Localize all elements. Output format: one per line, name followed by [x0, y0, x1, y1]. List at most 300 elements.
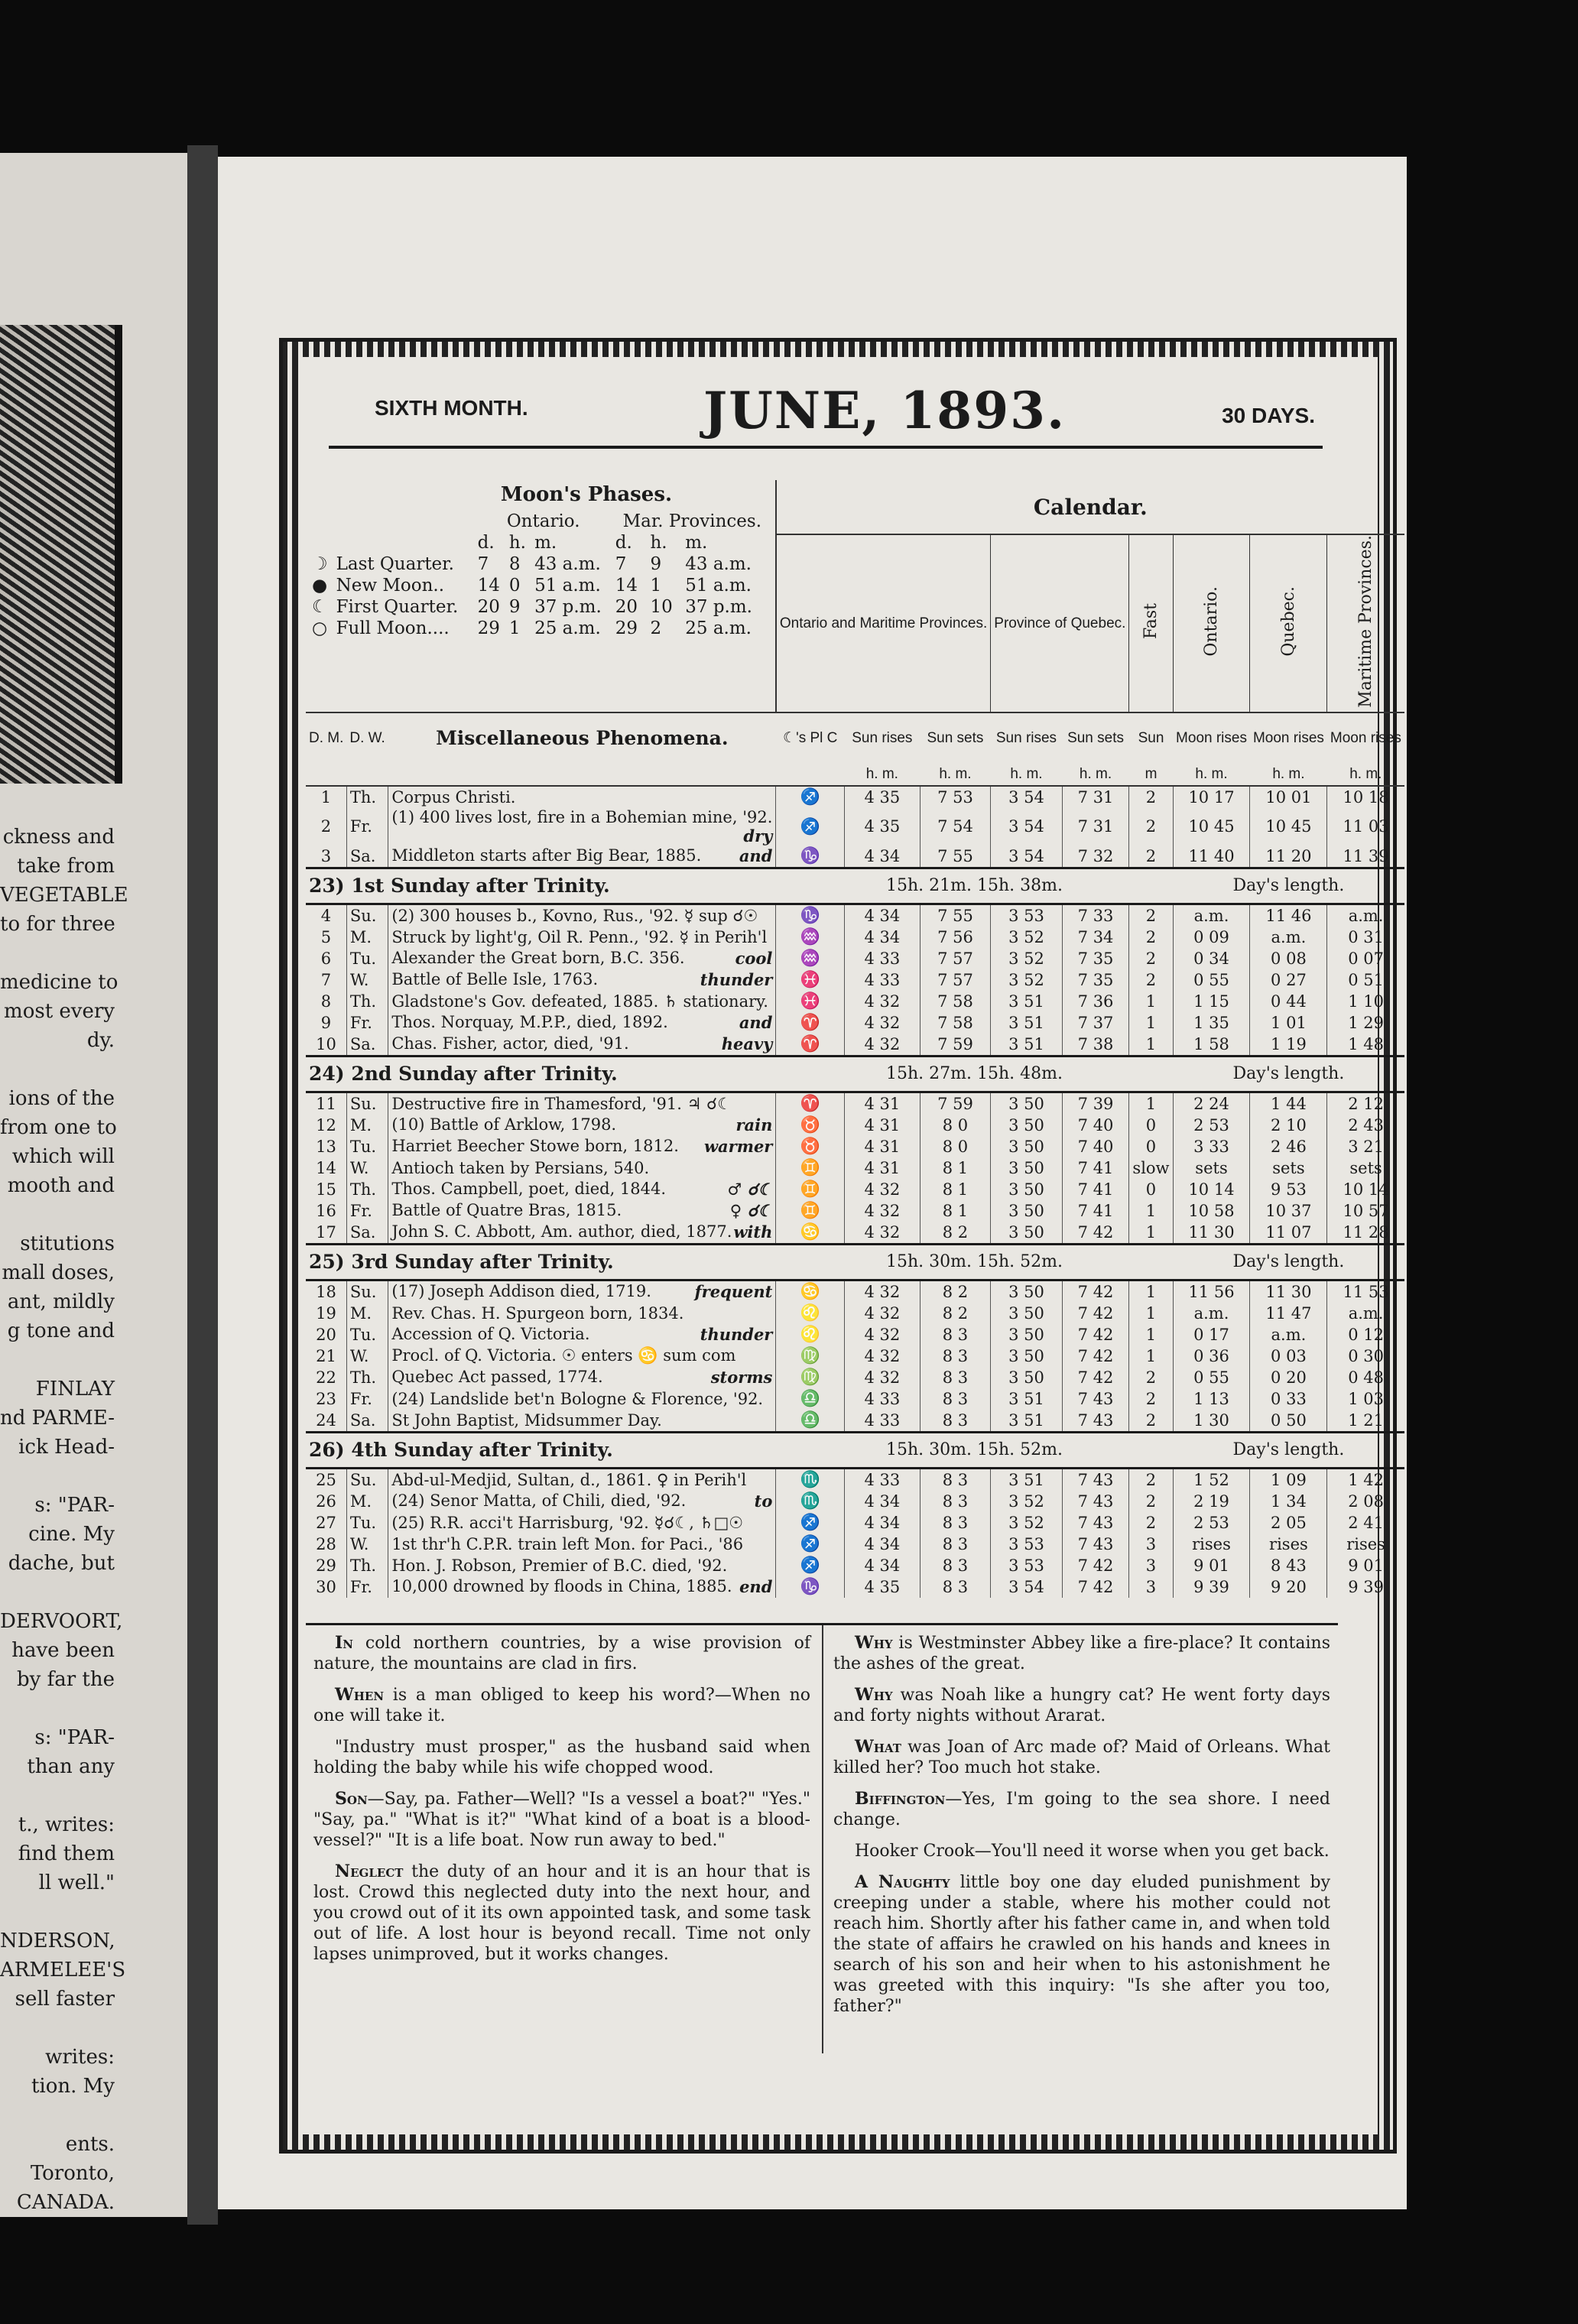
event-text: Alexander the Great born, B.C. 356. — [391, 949, 685, 968]
moon-place: ♑ — [776, 904, 845, 927]
moon-phase-mm: 43 a.m. — [685, 554, 752, 574]
sun-time-s: 8 2 — [920, 1222, 991, 1245]
moon-phases-table — [309, 511, 772, 639]
event-text: Gladstone's Gov. defeated, 1885. ♄ stationary. — [391, 992, 768, 1011]
sun-time-s: 7 55 — [920, 846, 991, 868]
moonrise-ontario: 1 35 — [1173, 1012, 1250, 1034]
moon-phase-oh: 9 — [508, 597, 521, 617]
moon-place: ♐ — [776, 1534, 845, 1555]
sun-time-r: 4 32 — [845, 1345, 920, 1367]
moonrise-quebec: 2 10 — [1250, 1115, 1327, 1136]
moonrise-ontario: 2 53 — [1173, 1115, 1250, 1136]
sun-time-qs: 7 42 — [1062, 1324, 1129, 1345]
moonrise-quebec: 0 20 — [1250, 1367, 1327, 1388]
moonrise-ontario: 0 09 — [1173, 927, 1250, 948]
sun-time-s: 8 3 — [920, 1345, 991, 1367]
moon-phase-md: 14 — [615, 576, 638, 596]
sun-time-r: 4 35 — [845, 808, 920, 846]
sun-slow: 2 — [1129, 904, 1173, 927]
event-cell — [388, 1512, 776, 1534]
moon-phase-oh: 8 — [508, 554, 521, 574]
weather-note: to — [754, 1491, 773, 1511]
moonrise-ontario: sets — [1173, 1157, 1250, 1179]
sun-time-qs: 7 36 — [1062, 991, 1129, 1012]
event-text: John S. C. Abbott, Am. author, died, 1877. — [391, 1222, 732, 1242]
sun-time-qs: 7 40 — [1062, 1115, 1129, 1136]
sun-time-qs: 7 43 — [1062, 1491, 1129, 1512]
sun-time-qr: 3 51 — [991, 1388, 1062, 1410]
moonrise-ontario: 9 39 — [1173, 1576, 1250, 1598]
event-cell — [388, 1555, 776, 1576]
event-cell — [388, 1222, 776, 1245]
moonrise-maritime: 11 28 — [1343, 1222, 1389, 1242]
sun-time-s: 8 0 — [920, 1136, 991, 1157]
sun-time-qr: 3 53 — [991, 904, 1062, 927]
moonrise-quebec: 1 44 — [1250, 1092, 1327, 1115]
moon-place: ♐ — [776, 1555, 845, 1576]
day-row — [306, 786, 1404, 808]
moon-phase-name: First Quarter. — [336, 597, 459, 617]
moonrise-ontario: 9 01 — [1173, 1555, 1250, 1576]
day-row — [306, 1280, 1404, 1303]
sun-time-qr: 3 50 — [991, 1303, 1062, 1324]
day-row — [306, 969, 1404, 991]
day-of-month: 12 — [306, 1115, 346, 1136]
anecdote-text: was Noah like a hungry cat? He went forty days and forty nights without Ararat. — [833, 1686, 1330, 1725]
sun-time-r: 4 31 — [845, 1136, 920, 1157]
day-length-values: 15h. 21m. 15h. 38m. — [776, 868, 1173, 904]
event-text: Abd-ul-Medjid, Sultan, d., 1861. ♀ in Perih'l — [391, 1470, 747, 1489]
left-page-line: cine. My — [28, 1523, 115, 1546]
day-length-values: 15h. 30m. 15h. 52m. — [776, 1244, 1173, 1280]
mar-moonrise-heading: Moon rises — [1330, 729, 1401, 746]
sun-time-s: 8 3 — [920, 1468, 991, 1491]
day-of-month: 19 — [306, 1303, 346, 1324]
ontario-maritime-heading: Ontario and Maritime Provinces. — [776, 534, 991, 712]
sun-time-qr: 3 52 — [991, 969, 1062, 991]
anecdotes-right-column — [833, 1633, 1330, 2027]
hm-label: h. m. — [1272, 765, 1305, 782]
moon-phase-mh: 2 — [650, 618, 662, 638]
col-h: h. — [650, 533, 667, 553]
sun-slow: 2 — [1129, 1512, 1173, 1534]
moonrise-ontario: 0 17 — [1173, 1324, 1250, 1345]
anecdote — [833, 1633, 1330, 1674]
event-text: Harriet Beecher Stowe born, 1812. — [391, 1137, 679, 1156]
event-cell — [388, 808, 776, 846]
event-text: Battle of Quatre Bras, 1815. — [391, 1201, 622, 1220]
moonrise-maritime: 1 21 — [1348, 1410, 1384, 1430]
sunset-heading: Sun sets — [927, 729, 984, 746]
sun-time-r: 4 32 — [845, 1179, 920, 1200]
event-cell — [388, 1012, 776, 1034]
sun-time-qr: 3 54 — [991, 808, 1062, 846]
sun-slow: 2 — [1129, 927, 1173, 948]
moon-place: ♊ — [776, 1200, 845, 1222]
sun-slow: 1 — [1129, 1280, 1173, 1303]
day-of-week: Sa. — [346, 1034, 388, 1057]
maritime-col-heading: Maritime Provinces. — [1356, 535, 1376, 708]
moonrise-maritime: 2 43 — [1348, 1115, 1384, 1134]
sun-time-qs: 7 42 — [1062, 1303, 1129, 1324]
sun-time-qs: 7 42 — [1062, 1222, 1129, 1245]
moonrise-ontario: 0 55 — [1173, 1367, 1250, 1388]
anecdote — [313, 1861, 810, 1965]
event-cell — [388, 1367, 776, 1388]
mar-heading: Mar. Provinces. — [622, 511, 762, 531]
weather-note: dry — [743, 826, 773, 846]
moonrise-quebec: 11 20 — [1250, 846, 1327, 868]
moon-phase-mh: 9 — [650, 554, 662, 574]
day-of-month: 20 — [306, 1324, 346, 1345]
moonrise-quebec: 11 07 — [1250, 1222, 1327, 1245]
moon-phase-oh: 0 — [508, 576, 521, 596]
anecdote-text: is Westminster Abbey like a fire-place? It contains the ashes of the great. — [833, 1634, 1330, 1673]
sun-time-r: 4 34 — [845, 846, 920, 868]
day-of-month: 3 — [306, 846, 346, 868]
sunday-label: 26) 4th Sunday after Trinity. — [306, 1432, 776, 1468]
day-row — [306, 1534, 1404, 1555]
sunday-heading-row — [306, 1244, 1404, 1280]
day-of-month: 28 — [306, 1534, 346, 1555]
day-of-week: Th. — [346, 991, 388, 1012]
event-text: Hon. J. Robson, Premier of B.C. died, '92. — [391, 1556, 728, 1575]
moon-phase-md: 20 — [615, 597, 638, 617]
moonrise-quebec: 1 34 — [1250, 1491, 1327, 1512]
anecdote — [833, 1685, 1330, 1726]
day-of-week: Tu. — [346, 1512, 388, 1534]
moonrise-quebec: sets — [1250, 1157, 1327, 1179]
anecdote-lead: Why — [855, 1685, 893, 1705]
moonrise-maritime: 9 39 — [1348, 1577, 1384, 1596]
moonrise-maritime: 1 42 — [1348, 1470, 1384, 1489]
sun-time-s: 7 59 — [920, 1092, 991, 1115]
moon-phase-sym: ● — [312, 576, 328, 596]
moonrise-ontario: 10 45 — [1173, 808, 1250, 846]
day-row — [306, 808, 1404, 846]
sunday-label: 24) 2nd Sunday after Trinity. — [306, 1056, 776, 1092]
moonrise-ontario: 11 40 — [1173, 846, 1250, 868]
moon-place: ♌ — [776, 1324, 845, 1345]
hm-label: h. m. — [1079, 765, 1112, 782]
moonrise-maritime: 1 10 — [1348, 992, 1384, 1011]
sun-time-r: 4 32 — [845, 1012, 920, 1034]
day-of-month: 1 — [306, 786, 346, 808]
sun-time-r: 4 31 — [845, 1092, 920, 1115]
day-of-week: Fr. — [346, 1012, 388, 1034]
sun-time-qr: 3 50 — [991, 1222, 1062, 1245]
sun-time-qs: 7 42 — [1062, 1576, 1129, 1598]
sun-time-qr: 3 50 — [991, 1115, 1062, 1136]
day-row — [306, 1388, 1404, 1410]
weather-note: with — [733, 1222, 773, 1242]
sun-time-s: 8 3 — [920, 1491, 991, 1512]
anecdote — [313, 1789, 810, 1851]
anecdote-lead: What — [855, 1737, 901, 1757]
moon-phase-om: 51 a.m. — [534, 576, 601, 596]
event-text: (2) 300 houses b., Kovno, Rus., '92. ☿ sup ☌☉ — [391, 906, 758, 925]
day-of-week: Fr. — [346, 1576, 388, 1598]
day-row — [306, 1012, 1404, 1034]
sun-slow: 2 — [1129, 1491, 1173, 1512]
sun-time-r: 4 34 — [845, 1512, 920, 1534]
event-cell — [388, 1115, 776, 1136]
anecdote-lead: Son — [335, 1789, 368, 1809]
hm-label: h. m. — [939, 765, 972, 782]
moon-place: ♎ — [776, 1388, 845, 1410]
anecdote — [833, 1872, 1330, 2017]
hm-label: h. m. — [1010, 765, 1043, 782]
moonrise-quebec: 9 53 — [1250, 1179, 1327, 1200]
day-row — [306, 1512, 1404, 1534]
sun-time-qs: 7 31 — [1062, 786, 1129, 808]
weather-note: rain — [735, 1115, 773, 1135]
moonrise-ontario: 10 58 — [1173, 1200, 1250, 1222]
sun-time-r: 4 34 — [845, 1555, 920, 1576]
sun-slow: 2 — [1129, 969, 1173, 991]
left-page-line: dache, but — [8, 1552, 115, 1575]
sun-slow: 0 — [1129, 1179, 1173, 1200]
moon-place: ♏ — [776, 1468, 845, 1491]
ont-moonrise-heading: Moon rises — [1176, 729, 1247, 746]
left-page-line: than any — [27, 1755, 115, 1778]
sun-time-r: 4 33 — [845, 948, 920, 969]
anecdote — [313, 1685, 810, 1726]
sun-slow: 1 — [1129, 1222, 1173, 1245]
event-text: Middleton starts after Big Bear, 1885. — [391, 846, 702, 865]
anecdote-lead: A Naughty — [855, 1872, 950, 1892]
sun-time-r: 4 32 — [845, 1222, 920, 1245]
sun-slow: 2 — [1129, 846, 1173, 868]
moonrise-maritime: 0 51 — [1348, 970, 1384, 989]
moon-place: ♉ — [776, 1115, 845, 1136]
event-cell — [388, 1491, 776, 1512]
sun-time-s: 7 57 — [920, 969, 991, 991]
moon-place: ♈ — [776, 1034, 845, 1057]
day-of-month: 21 — [306, 1345, 346, 1367]
moon-phase-row — [309, 553, 772, 575]
moon-place: ♈ — [776, 1092, 845, 1115]
event-text: Corpus Christi. — [391, 787, 516, 807]
sun-slow: 1 — [1129, 1012, 1173, 1034]
day-of-week: W. — [346, 1534, 388, 1555]
day-of-week: M. — [346, 1115, 388, 1136]
day-of-week: Th. — [346, 1555, 388, 1576]
moon-phase-mm: 51 a.m. — [685, 576, 752, 596]
sun-time-qs: 7 40 — [1062, 1136, 1129, 1157]
moonrise-quebec: 1 01 — [1250, 1012, 1327, 1034]
left-page-line: ant, mildly — [7, 1290, 115, 1313]
anecdotes-section — [306, 1623, 1338, 2076]
weather-note: thunder — [700, 1325, 773, 1345]
hm-label: h. m. — [865, 765, 898, 782]
moon-place: ♑ — [776, 1576, 845, 1598]
event-text: (1) 400 lives lost, fire in a Bohemian mine, '92. — [391, 807, 773, 826]
weather-note: and — [739, 846, 773, 866]
sun-slow: 1 — [1129, 1092, 1173, 1115]
day-of-week: W. — [346, 1345, 388, 1367]
sun-time-s: 7 58 — [920, 991, 991, 1012]
sun-time-r: 4 32 — [845, 1280, 920, 1303]
day-length-values: 15h. 30m. 15h. 52m. — [776, 1432, 1173, 1468]
sun-time-qs: 7 42 — [1062, 1555, 1129, 1576]
day-of-month: 9 — [306, 1012, 346, 1034]
day-of-month: 25 — [306, 1468, 346, 1491]
sun-time-qs: 7 42 — [1062, 1345, 1129, 1367]
moon-phase-name: Full Moon.... — [336, 618, 450, 638]
sun-time-qr: 3 54 — [991, 1576, 1062, 1598]
sun-time-qs: 7 43 — [1062, 1512, 1129, 1534]
moon-phase-row — [309, 575, 772, 596]
left-page-line: mooth and — [7, 1174, 115, 1197]
left-page-line: have been — [11, 1639, 115, 1662]
day-length-label: Day's length. — [1173, 868, 1404, 904]
sun-slow: 0 — [1129, 1136, 1173, 1157]
sun-slow: 2 — [1129, 1367, 1173, 1388]
weather-note: thunder — [700, 970, 773, 990]
ontario-col-heading: Ontario. — [1202, 586, 1221, 657]
left-page-line: dy. — [86, 1029, 115, 1052]
moonrise-ontario: 1 58 — [1173, 1034, 1250, 1057]
sun-time-r: 4 32 — [845, 1034, 920, 1057]
moonrise-quebec: 0 44 — [1250, 991, 1327, 1012]
left-page-line: Toronto, — [30, 2162, 115, 2185]
days-count: 30 DAYS. — [1222, 404, 1315, 427]
sunday-heading-row — [306, 1056, 1404, 1092]
sun-time-s: 8 1 — [920, 1200, 991, 1222]
sun-time-r: 4 34 — [845, 1534, 920, 1555]
left-page-line: s: "PAR- — [34, 1726, 115, 1749]
sun-time-qs: 7 42 — [1062, 1367, 1129, 1388]
moonrise-quebec: 10 37 — [1250, 1200, 1327, 1222]
sun-time-qr: 3 53 — [991, 1534, 1062, 1555]
moon-place: ♒ — [776, 927, 845, 948]
event-text: Struck by light'g, Oil R. Penn., '92. ☿ in Perih'l — [391, 927, 768, 946]
day-row — [306, 991, 1404, 1012]
event-cell — [388, 1179, 776, 1200]
moonrise-quebec: 2 46 — [1250, 1136, 1327, 1157]
sunday-heading-row — [306, 868, 1404, 904]
day-of-week: M. — [346, 1303, 388, 1324]
event-text: (24) Landslide bet'n Bologne & Florence, '92. — [391, 1389, 764, 1408]
sun-time-s: 8 2 — [920, 1303, 991, 1324]
left-page-line: writes: — [45, 2046, 115, 2069]
moon-phase-om: 43 a.m. — [534, 554, 601, 574]
sun-time-qr: 3 51 — [991, 1410, 1062, 1433]
moonrise-ontario: 3 33 — [1173, 1136, 1250, 1157]
day-row — [306, 904, 1404, 927]
moonrise-ontario: 0 36 — [1173, 1345, 1250, 1367]
moonrise-quebec: 1 19 — [1250, 1034, 1327, 1057]
moonrise-ontario: 2 53 — [1173, 1512, 1250, 1534]
moon-phases-heading: Moon's Phases. — [500, 483, 673, 506]
anecdote-text: Hooker Crook—You'll need it worse when you get back. — [855, 1842, 1330, 1861]
day-of-week: Su. — [346, 1280, 388, 1303]
sun-time-r: 4 33 — [845, 1388, 920, 1410]
left-page-line: from one to — [0, 1116, 117, 1139]
header-rule — [329, 446, 1323, 449]
event-text: Antioch taken by Persians, 540. — [391, 1158, 650, 1177]
day-row — [306, 1576, 1404, 1598]
sun-time-qs: 7 41 — [1062, 1157, 1129, 1179]
sun-time-r: 4 33 — [845, 1468, 920, 1491]
left-page-line: mall doses, — [2, 1261, 115, 1284]
misc-heading: Miscellaneous Phenomena. — [436, 726, 729, 749]
weather-note: heavy — [721, 1034, 773, 1054]
col-m: m. — [534, 533, 557, 553]
day-of-month: 5 — [306, 927, 346, 948]
sun-time-r: 4 33 — [845, 969, 920, 991]
moonrise-ontario: 1 15 — [1173, 991, 1250, 1012]
sunday-label: 25) 3rd Sunday after Trinity. — [306, 1244, 776, 1280]
event-cell — [388, 1410, 776, 1433]
day-of-month: 24 — [306, 1410, 346, 1433]
moonrise-ontario: 0 55 — [1173, 969, 1250, 991]
hm-label: h. m. — [1349, 765, 1382, 782]
moonrise-ontario: 2 24 — [1173, 1092, 1250, 1115]
day-of-month: 18 — [306, 1280, 346, 1303]
calendar-heading: Calendar. — [776, 480, 1404, 534]
event-text: Chas. Fisher, actor, died, '91. — [391, 1034, 629, 1053]
sun-time-qr: 3 50 — [991, 1345, 1062, 1367]
day-of-week: Tu. — [346, 1136, 388, 1157]
anecdote-lead: When — [335, 1685, 385, 1705]
day-of-week: Fr. — [346, 1388, 388, 1410]
moon-phase-od: 20 — [477, 597, 500, 617]
sun-time-qr: 3 54 — [991, 846, 1062, 868]
left-page-line: NDERSON, — [0, 1930, 115, 1952]
sun-slow: 1 — [1129, 1324, 1173, 1345]
moon-place: ♍ — [776, 1345, 845, 1367]
moonrise-quebec: 0 27 — [1250, 969, 1327, 991]
day-of-week: Th. — [346, 786, 388, 808]
sun-time-qr: 3 52 — [991, 1491, 1062, 1512]
sun-slow: 1 — [1129, 1034, 1173, 1057]
sun-time-r: 4 31 — [845, 1115, 920, 1136]
sun-slow: 3 — [1129, 1576, 1173, 1598]
moon-phase-mh: 10 — [650, 597, 673, 617]
moonrise-quebec: 0 08 — [1250, 948, 1327, 969]
day-of-week: W. — [346, 1157, 388, 1179]
day-of-month: 14 — [306, 1157, 346, 1179]
moonrise-ontario: 10 17 — [1173, 786, 1250, 808]
day-of-month: 23 — [306, 1388, 346, 1410]
moon-place: ♑ — [776, 846, 845, 868]
anecdote — [313, 1633, 810, 1674]
moonrise-maritime: 11 39 — [1343, 846, 1389, 865]
dw-heading: D. W. — [349, 729, 385, 746]
sun-time-qs: 7 43 — [1062, 1410, 1129, 1433]
moonrise-ontario: 11 56 — [1173, 1280, 1250, 1303]
day-of-month: 2 — [306, 808, 346, 846]
event-cell — [388, 1034, 776, 1057]
event-text: Accession of Q. Victoria. — [391, 1325, 590, 1344]
day-row — [306, 1410, 1404, 1433]
sun-time-qr: 3 52 — [991, 1512, 1062, 1534]
day-row — [306, 948, 1404, 969]
moonrise-maritime: 0 12 — [1348, 1325, 1384, 1344]
moon-phase-row — [309, 596, 772, 618]
hm-label: h. m. — [1195, 765, 1228, 782]
moon-place: ♋ — [776, 1280, 845, 1303]
sun-time-s: 8 3 — [920, 1534, 991, 1555]
moon-phase-od: 14 — [477, 576, 500, 596]
sun-time-r: 4 32 — [845, 1200, 920, 1222]
moon-place: ♌ — [776, 1303, 845, 1324]
sun-slow: 0 — [1129, 1115, 1173, 1136]
day-of-month: 16 — [306, 1200, 346, 1222]
sun-time-qr: 3 50 — [991, 1092, 1062, 1115]
